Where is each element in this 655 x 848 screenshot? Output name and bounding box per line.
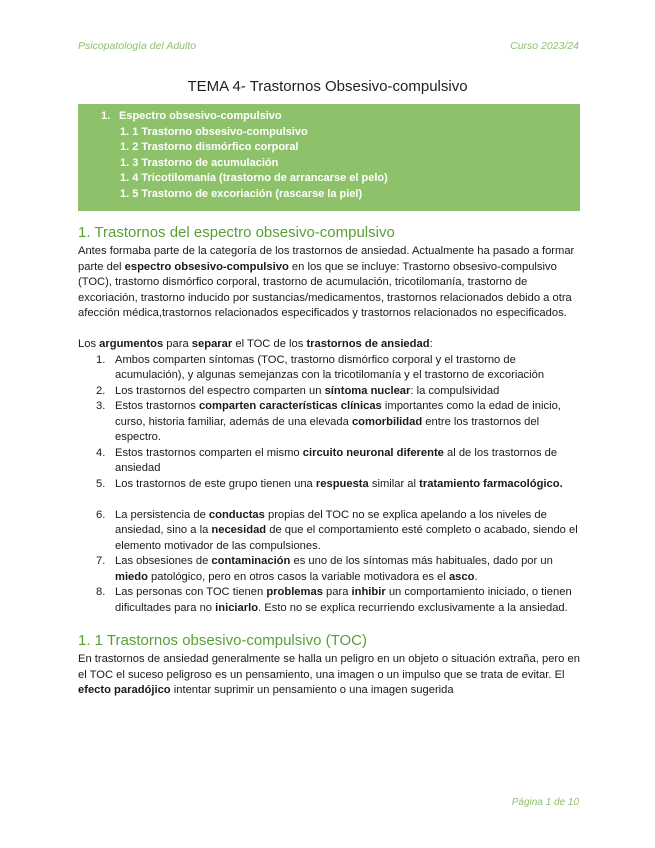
text-run: Antes formaba parte de la categoría de los trastornos de ansiedad. Actualmente ha pasado a formar parte del (78, 245, 575, 273)
toc-subitem[interactable]: 1. 4 Tricotilomanía (trastorno de arrancarse el pelo) (120, 172, 388, 184)
bold-text: tratamiento farmacológico. (419, 477, 563, 490)
text-run: : la compulsividad (410, 384, 500, 397)
bold-text: inhibir (351, 586, 386, 598)
bold-text: efecto paradójico (78, 684, 171, 696)
text-run: en los que se incluye: Trastorno obsesivo-compulsivo (TOC), trastorno dismórfico corporal, trastorno de acumulación, tricotilomanía, trastorno de excoriación, trastorno inducido por sustancias/medicamentos, trastornos relacionados debido a otra afección médica,trastornos relacionados especificados y trastornos relacionados no especificados. (78, 260, 572, 319)
text-run: similar al (368, 477, 420, 490)
bold-text: conductas (208, 508, 265, 521)
toc-main-number: 1. (101, 110, 111, 122)
text-run: Estos trastornos comparten el mismo (115, 446, 303, 459)
text-run: de que el comportamiento esté completo o acabado, siendo el elemento motivador de las compulsiones. (115, 524, 578, 552)
section-heading: 1. Trastornos del espectro obsesivo-compulsivo (78, 224, 395, 241)
bold-text: síntoma nuclear (324, 384, 411, 397)
text-run: Los trastornos del espectro comparten un (115, 384, 325, 397)
arguments-list (78, 353, 580, 617)
toc-subitem[interactable]: 1. 5 Trastorno de excoriación (rascarse la piel) (120, 187, 363, 200)
bold-text: argumentos (99, 338, 164, 350)
text-run: propias del TOC no se explica apelando a los niveles de ansiedad, sino a la (115, 508, 547, 536)
list-item-number: 2. (96, 384, 106, 397)
list-item (78, 554, 580, 585)
toc-paragraph (78, 652, 580, 699)
text-run: es uno de los síntomas más habituales, dado por un (290, 555, 553, 567)
text-run: importantes como la edad de inicio, curso, historia familiar, además de una elevada (115, 400, 561, 428)
list-item (78, 508, 580, 555)
table-of-contents (78, 104, 580, 211)
text-run: Ambos comparten síntomas (TOC, trastorno dismórfico corporal y el trastorno de acumulación), y algunas semejanzas con la tricotilomanía y el trastorno de excoriación (115, 353, 545, 381)
bold-text: necesidad (211, 524, 267, 536)
list-item-number: 5. (96, 477, 106, 490)
list-item (78, 446, 580, 477)
list-item-number: 8. (96, 586, 106, 598)
list-item (78, 477, 580, 493)
list-item (78, 399, 580, 446)
arguments-intro (78, 337, 580, 353)
list-item-number: 7. (96, 555, 106, 567)
header-course-name: Psicopatología del Adulto (78, 40, 197, 52)
list-item-number: 3. (96, 400, 106, 412)
text-run: La persistencia de (115, 508, 209, 521)
bold-text: espectro obsesivo-compulsivo (124, 260, 289, 273)
header-academic-year: Curso 2023/24 (510, 40, 579, 52)
page-number: Página 1 de 10 (511, 797, 579, 808)
bold-text: asco (448, 570, 475, 583)
text-run: En trastornos de ansiedad generalmente se halla un peligro en un objeto o situación extraña, pero en el TOC el suceso peligroso es un pensamiento, una imagen o un impulso que se trata de evitar. El (78, 653, 580, 681)
list-item (78, 384, 580, 400)
bold-text: contaminación (211, 555, 291, 567)
list-item-number: 1. (96, 353, 106, 366)
toc-main-item[interactable] (78, 109, 580, 125)
toc-subitem[interactable]: 1. 3 Trastorno de acumulación (120, 156, 279, 169)
text-run: : (429, 338, 433, 350)
subsection-heading: 1. 1 Trastornos obsesivo-compulsivo (TOC) (78, 632, 367, 649)
bold-text: trastornos de ansiedad (306, 338, 430, 350)
page-title: TEMA 4- Trastornos Obsesivo-compulsivo (187, 78, 468, 95)
text-run: Los (78, 338, 100, 350)
bold-text: comorbilidad (351, 415, 423, 428)
list-item (78, 353, 580, 384)
text-run: Las personas con TOC tienen (115, 586, 267, 598)
text-run: intentar suprimir un pensamiento o una imagen sugerida (170, 684, 454, 696)
bold-text: respuesta (315, 477, 369, 490)
list-item-number: 4. (96, 446, 106, 459)
toc-subitem[interactable]: 1. 1 Trastorno obsesivo-compulsivo (120, 125, 308, 138)
text-run: Las obsesiones de (115, 555, 212, 567)
text-run: un comportamiento iniciado, o tienen dificultades para no (115, 586, 572, 614)
bold-text: circuito neuronal diferente (302, 446, 444, 459)
text-run: para (163, 338, 192, 350)
text-run: Los trastornos de este grupo tienen una (115, 477, 316, 490)
text-run: el TOC de los (232, 338, 307, 350)
text-run: patológico, pero en otros casos la variable motivadora es el (147, 570, 449, 583)
document-body (78, 222, 580, 699)
list-item (78, 585, 580, 616)
bold-text: comparten características clínicas (198, 400, 382, 412)
text-run: . Esto no se explica recurriendo exclusivamente a la ansiedad. (258, 601, 568, 614)
toc-main-label: Espectro obsesivo-compulsivo (119, 110, 282, 122)
text-run: al de los trastornos de ansiedad (115, 446, 558, 474)
bold-text: iniciarlo (215, 601, 259, 614)
text-run: Estos trastornos (115, 400, 199, 412)
toc-subitem[interactable]: 1. 2 Trastorno dismórfico corporal (120, 141, 299, 153)
text-run: . (474, 570, 478, 583)
list-spacer (78, 492, 580, 508)
list-item-number: 6. (96, 508, 106, 521)
bold-text: problemas (266, 586, 323, 598)
intro-paragraph (78, 244, 580, 322)
bold-text: miedo (115, 570, 148, 583)
text-run: para (322, 586, 352, 598)
bold-text: separar (191, 338, 233, 350)
text-run: entre los trastornos del espectro. (115, 415, 540, 443)
